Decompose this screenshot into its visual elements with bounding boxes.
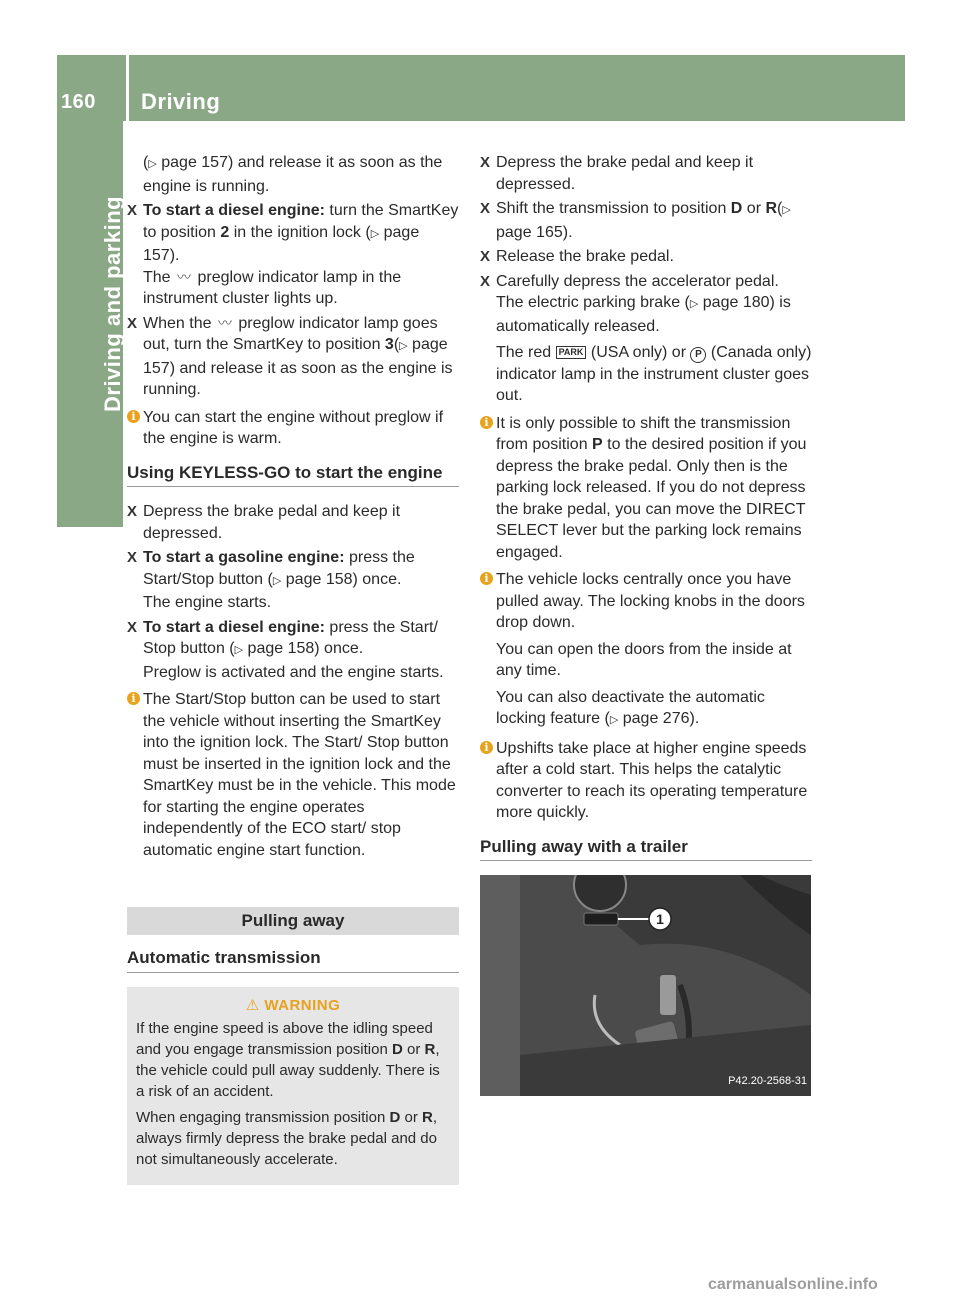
step-depress-brake: X Depress the brake pedal and keep it depressed. — [480, 154, 754, 193]
park-lamp-icon: PARK — [556, 346, 587, 359]
info-icon: i — [480, 416, 493, 429]
page-ref-icon: ▷ — [689, 298, 699, 310]
photo-callout: 1 — [656, 911, 664, 927]
page-number: 160 — [61, 91, 96, 113]
page-ref-icon: ▷ — [609, 714, 619, 726]
step-depress-brake: X Depress the brake pedal and keep it depressed. — [127, 503, 401, 542]
watermark: carmanualsonline.info — [708, 1276, 878, 1293]
heading-automatic-transmission: Automatic transmission — [127, 947, 459, 973]
info-note: i The Start/Stop button can be used to start the vehicle without inserting the SmartKey into the ignition lock. The Start/ Stop button must be inserted in the ignition lock and the SmartKey must be in the vehicle. This mode for starting the engine operates independently of the ECO start/ stop automatic engine start function. — [127, 689, 459, 861]
page-ref-icon: ▷ — [782, 204, 791, 216]
section-title: Driving — [141, 89, 221, 114]
info-icon: i — [480, 572, 493, 585]
step-marker-icon: X — [127, 503, 138, 520]
page-ref-icon: ▷ — [272, 574, 282, 587]
heading-keyless-go: Using KEYLESS-GO to start the engine — [127, 462, 459, 488]
step-marker-icon: X — [127, 618, 138, 636]
step-continuation: (▷ page 157) and release it as soon as the engine is running. — [143, 154, 443, 195]
step-release-brake: X Release the brake pedal. — [480, 246, 812, 268]
step-marker-icon: X — [127, 202, 138, 219]
info-icon: i — [127, 410, 140, 423]
info-note: i You can start the engine without preglow if the engine is warm. — [127, 407, 459, 450]
parking-brake-lamp-icon: P — [690, 347, 706, 363]
page-ref-icon: ▷ — [148, 158, 157, 170]
info-note: i The vehicle locks centrally once you have pulled away. The locking knobs in the doors drop down. You can open the doors from the inside at any time. You can also deactivate the automatic locking feature (▷ page 276). — [480, 569, 812, 732]
photo-code: P42.20-2568-31 — [728, 1074, 807, 1087]
step-preglow-out: X When the 〰 preglow indicator lamp goes out, turn the SmartKey to position 3(▷ page 157) and release it as soon as the engine is running. — [127, 314, 453, 398]
left-column — [127, 152, 459, 1185]
info-note: i It is only possible to shift the transmission from position P to the desired position if you depress the brake pedal. Only then is the parking lock released. If you do not depress the brake pedal, you can move the DIRECT SELECT lever but the parking lock remains engaged. — [480, 413, 812, 564]
step-marker-icon: X — [480, 248, 491, 265]
warning-icon: ⚠ — [245, 996, 260, 1014]
step-marker-icon: X — [127, 314, 138, 332]
warning-box: ⚠ WARNING If the engine speed is above the idling speed and you engage transmission position D or R, the vehicle could pull away suddenly. There is a risk of an accident. When engaging transmission position D or R, always firmly depress the brake pedal and do not simultaneously accelerate. — [127, 987, 459, 1185]
page-ref-icon: ▷ — [234, 644, 244, 656]
preglow-icon: 〰 — [217, 314, 232, 331]
heading-trailer: Pulling away with a trailer — [480, 836, 812, 862]
page-ref-icon: ▷ — [399, 340, 408, 352]
step-marker-icon: X — [127, 549, 138, 566]
step-marker-icon: X — [480, 200, 491, 217]
pedal-photo-illustration — [480, 875, 811, 1096]
preglow-icon: 〰 — [177, 268, 192, 285]
right-column — [480, 152, 812, 1096]
page-ref-icon: ▷ — [370, 227, 380, 240]
header-separator — [126, 55, 129, 121]
side-tab-label: Driving and parking — [100, 195, 125, 412]
pedal-photo — [480, 875, 811, 1096]
step-shift-transmission: X Shift the transmission to position D or R(▷ page 165). — [480, 200, 791, 241]
step-diesel-start: X To start a diesel engine: turn the SmartKey to position 2 in the ignition lock (▷ page 157). The 〰 preglow indicator lamp in the instrument cluster lights up. — [127, 202, 459, 307]
step-marker-icon: X — [480, 154, 491, 171]
info-icon: i — [127, 692, 140, 705]
warning-title: ⚠ WARNING — [245, 996, 341, 1014]
heading-pulling-away: Pulling away — [127, 907, 459, 935]
step-marker-icon: X — [480, 272, 491, 290]
step-accelerator: X Carefully depress the accelerator pedal. The electric parking brake (▷ page 180) is automatically released. The red PARK (USA only) or P (Canada only) indicator lamp in the instrument cluster goes out. — [480, 272, 812, 404]
step-gasoline-start: X To start a gasoline engine: press the Start/Stop button (▷ page 158) once. The engine starts. — [127, 549, 415, 611]
step-diesel-keyless: X To start a diesel engine: press the Start/ Stop button (▷ page 158) once. Preglow is activated and the engine starts. — [127, 618, 444, 681]
info-note: i Upshifts take place at higher engine speeds after a cold start. This helps the catalytic converter to reach its operating temperature more quickly. — [480, 738, 812, 824]
info-icon: i — [480, 741, 493, 754]
